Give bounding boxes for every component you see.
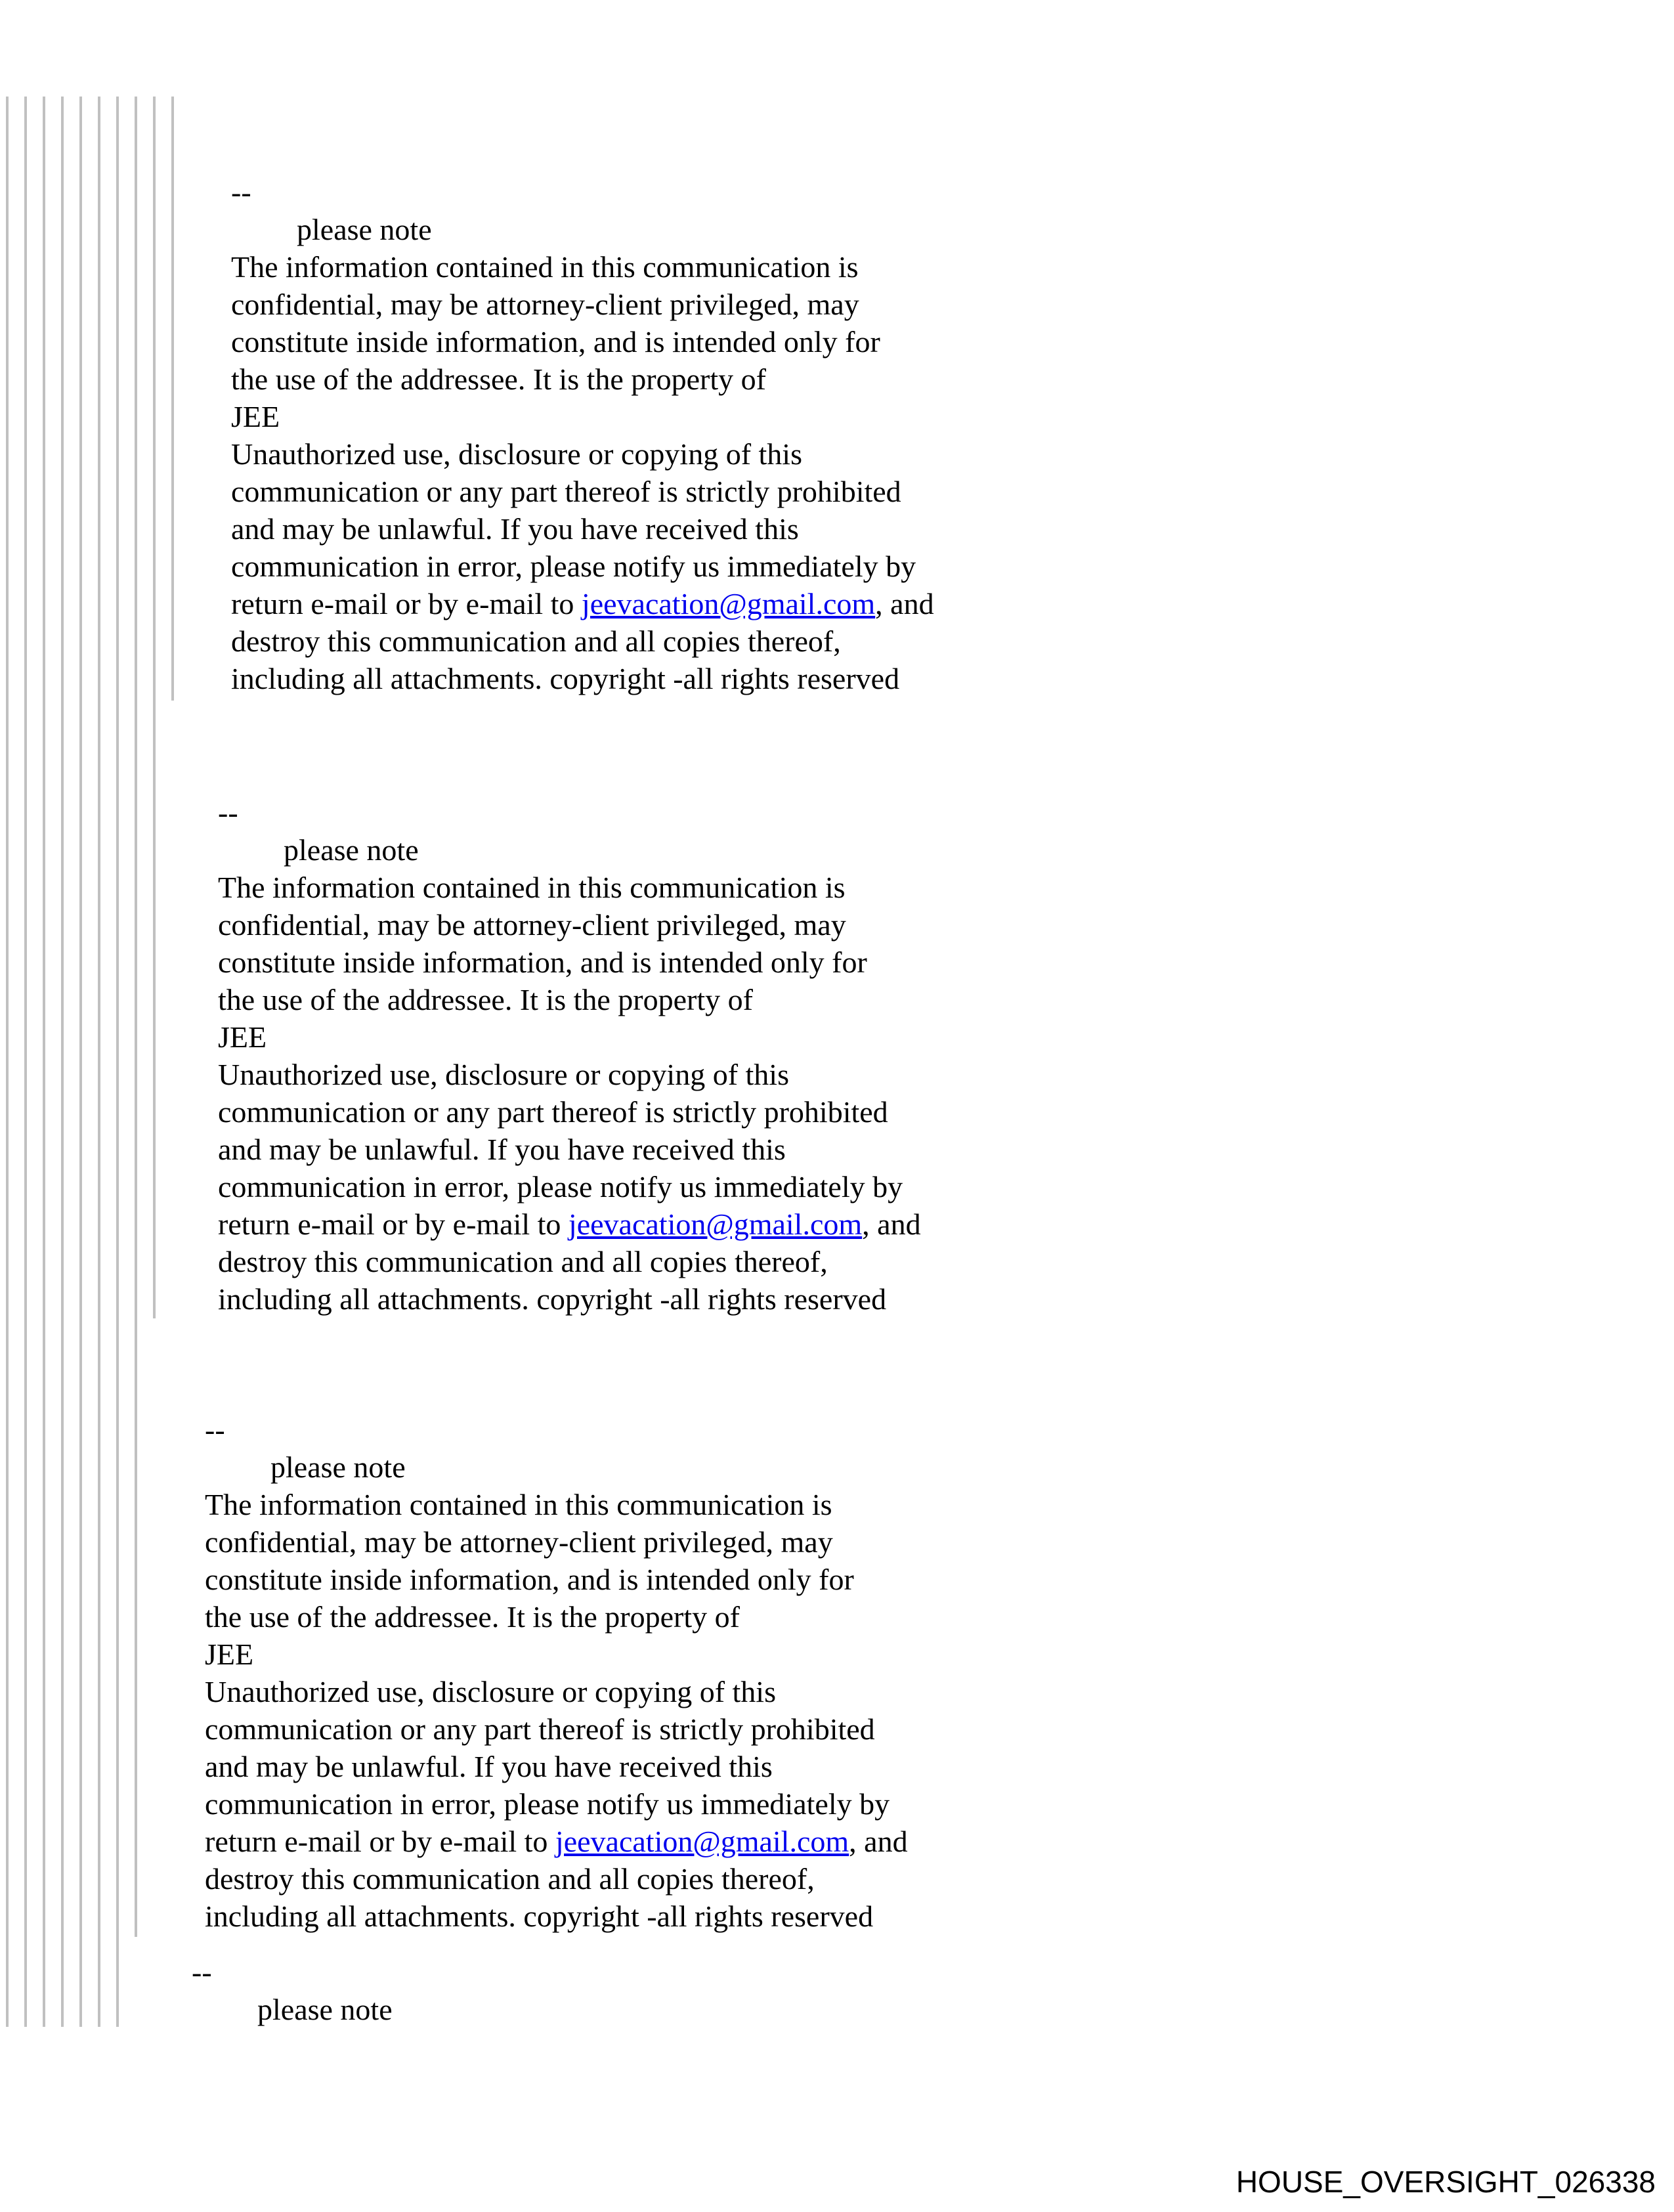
disclaimer-line: confidential, may be attorney-client privileged, may bbox=[218, 908, 846, 942]
quote-bar bbox=[116, 97, 119, 2027]
disclaimer-line: communication in error, please notify us immediately by bbox=[218, 1170, 903, 1204]
quote-bar bbox=[24, 97, 27, 2027]
disclaimer-block-1 bbox=[231, 173, 934, 697]
link-line-prefix: return e-mail or by e-mail to bbox=[231, 587, 582, 620]
link-line-suffix: , and bbox=[849, 1825, 908, 1858]
disclaimer-link-line bbox=[205, 1823, 908, 1860]
disclaimer-link-line bbox=[218, 1205, 921, 1243]
disclaimer-line: communication or any part thereof is strictly prohibited bbox=[231, 475, 901, 508]
disclaimer-line: including all attachments. copyright -all rights reserved bbox=[205, 1899, 874, 1933]
disclaimer-line: Unauthorized use, disclosure or copying of this bbox=[231, 437, 802, 471]
quote-bar bbox=[153, 97, 156, 1318]
quote-bar bbox=[135, 97, 137, 1937]
disclaimer-line: the use of the addressee. It is the property of bbox=[218, 983, 753, 1016]
disclaimer-line: including all attachments. copyright -all rights reserved bbox=[218, 1282, 887, 1316]
link-line-suffix: , and bbox=[862, 1207, 921, 1241]
disclaimer-line: JEE bbox=[218, 1020, 267, 1054]
disclaimer-line: confidential, may be attorney-client privileged, may bbox=[205, 1525, 833, 1559]
disclaimer-line: JEE bbox=[231, 400, 280, 433]
disclaimer-line: and may be unlawful. If you have received this bbox=[205, 1750, 773, 1783]
link-line-suffix: , and bbox=[875, 587, 934, 620]
quote-bar bbox=[171, 97, 174, 701]
disclaimer-line: destroy this communication and all copies thereof, bbox=[205, 1862, 815, 1896]
disclaimer-line: destroy this communication and all copies thereof, bbox=[218, 1245, 828, 1278]
quote-bar bbox=[61, 97, 64, 2027]
disclaimer-line: communication or any part thereof is strictly prohibited bbox=[205, 1712, 875, 1746]
disclaimer-line: constitute inside information, and is intended only for bbox=[205, 1563, 854, 1596]
disclaimer-block-2 bbox=[218, 794, 921, 1318]
disclaimer-line: the use of the addressee. It is the property of bbox=[205, 1600, 740, 1634]
quote-bar bbox=[43, 97, 45, 2027]
disclaimer-line: JEE bbox=[205, 1637, 254, 1671]
disclaimer-line: Unauthorized use, disclosure or copying of this bbox=[205, 1675, 776, 1708]
disclaimer-block-3 bbox=[205, 1411, 908, 1935]
disclaimer-line: constitute inside information, and is intended only for bbox=[231, 325, 880, 358]
quote-bar bbox=[6, 97, 9, 2027]
disclaimer-line: communication in error, please notify us immediately by bbox=[205, 1787, 890, 1821]
bates-number: HOUSE_OVERSIGHT_026338 bbox=[1235, 2165, 1656, 2199]
quote-bar bbox=[79, 97, 82, 2027]
please-note-label: please note bbox=[284, 833, 419, 867]
email-link[interactable]: jeevacation@gmail.com bbox=[581, 587, 876, 620]
quote-separator: -- bbox=[205, 1413, 225, 1446]
quote-separator: -- bbox=[218, 796, 238, 829]
disclaimer-line: constitute inside information, and is intended only for bbox=[218, 945, 867, 979]
disclaimer-line: communication or any part thereof is strictly prohibited bbox=[218, 1095, 888, 1129]
disclaimer-link-line bbox=[231, 585, 934, 622]
disclaimer-line: The information contained in this communication is bbox=[205, 1488, 832, 1521]
disclaimer-block-4 bbox=[192, 1953, 393, 2028]
disclaimer-line: including all attachments. copyright -all rights reserved bbox=[231, 662, 900, 695]
link-line-prefix: return e-mail or by e-mail to bbox=[205, 1825, 555, 1858]
disclaimer-line: the use of the addressee. It is the property of bbox=[231, 362, 766, 396]
please-note-label: please note bbox=[297, 213, 432, 246]
disclaimer-line: and may be unlawful. If you have received this bbox=[218, 1133, 786, 1166]
please-note-label: please note bbox=[257, 1993, 393, 2026]
disclaimer-line: communication in error, please notify us immediately by bbox=[231, 550, 916, 583]
please-note-label: please note bbox=[270, 1450, 406, 1484]
disclaimer-line: The information contained in this communication is bbox=[218, 871, 846, 904]
disclaimer-line: confidential, may be attorney-client privileged, may bbox=[231, 288, 859, 321]
link-line-prefix: return e-mail or by e-mail to bbox=[218, 1207, 569, 1241]
quote-separator: -- bbox=[231, 175, 251, 209]
disclaimer-line: and may be unlawful. If you have received this bbox=[231, 512, 799, 546]
disclaimer-line: Unauthorized use, disclosure or copying of this bbox=[218, 1058, 789, 1091]
disclaimer-line: destroy this communication and all copies thereof, bbox=[231, 624, 841, 658]
disclaimer-line: The information contained in this communication is bbox=[231, 250, 859, 284]
quote-separator: -- bbox=[192, 1955, 212, 1989]
quote-bar bbox=[98, 97, 100, 2027]
email-link[interactable]: jeevacation@gmail.com bbox=[568, 1207, 863, 1241]
email-link[interactable]: jeevacation@gmail.com bbox=[555, 1825, 849, 1858]
